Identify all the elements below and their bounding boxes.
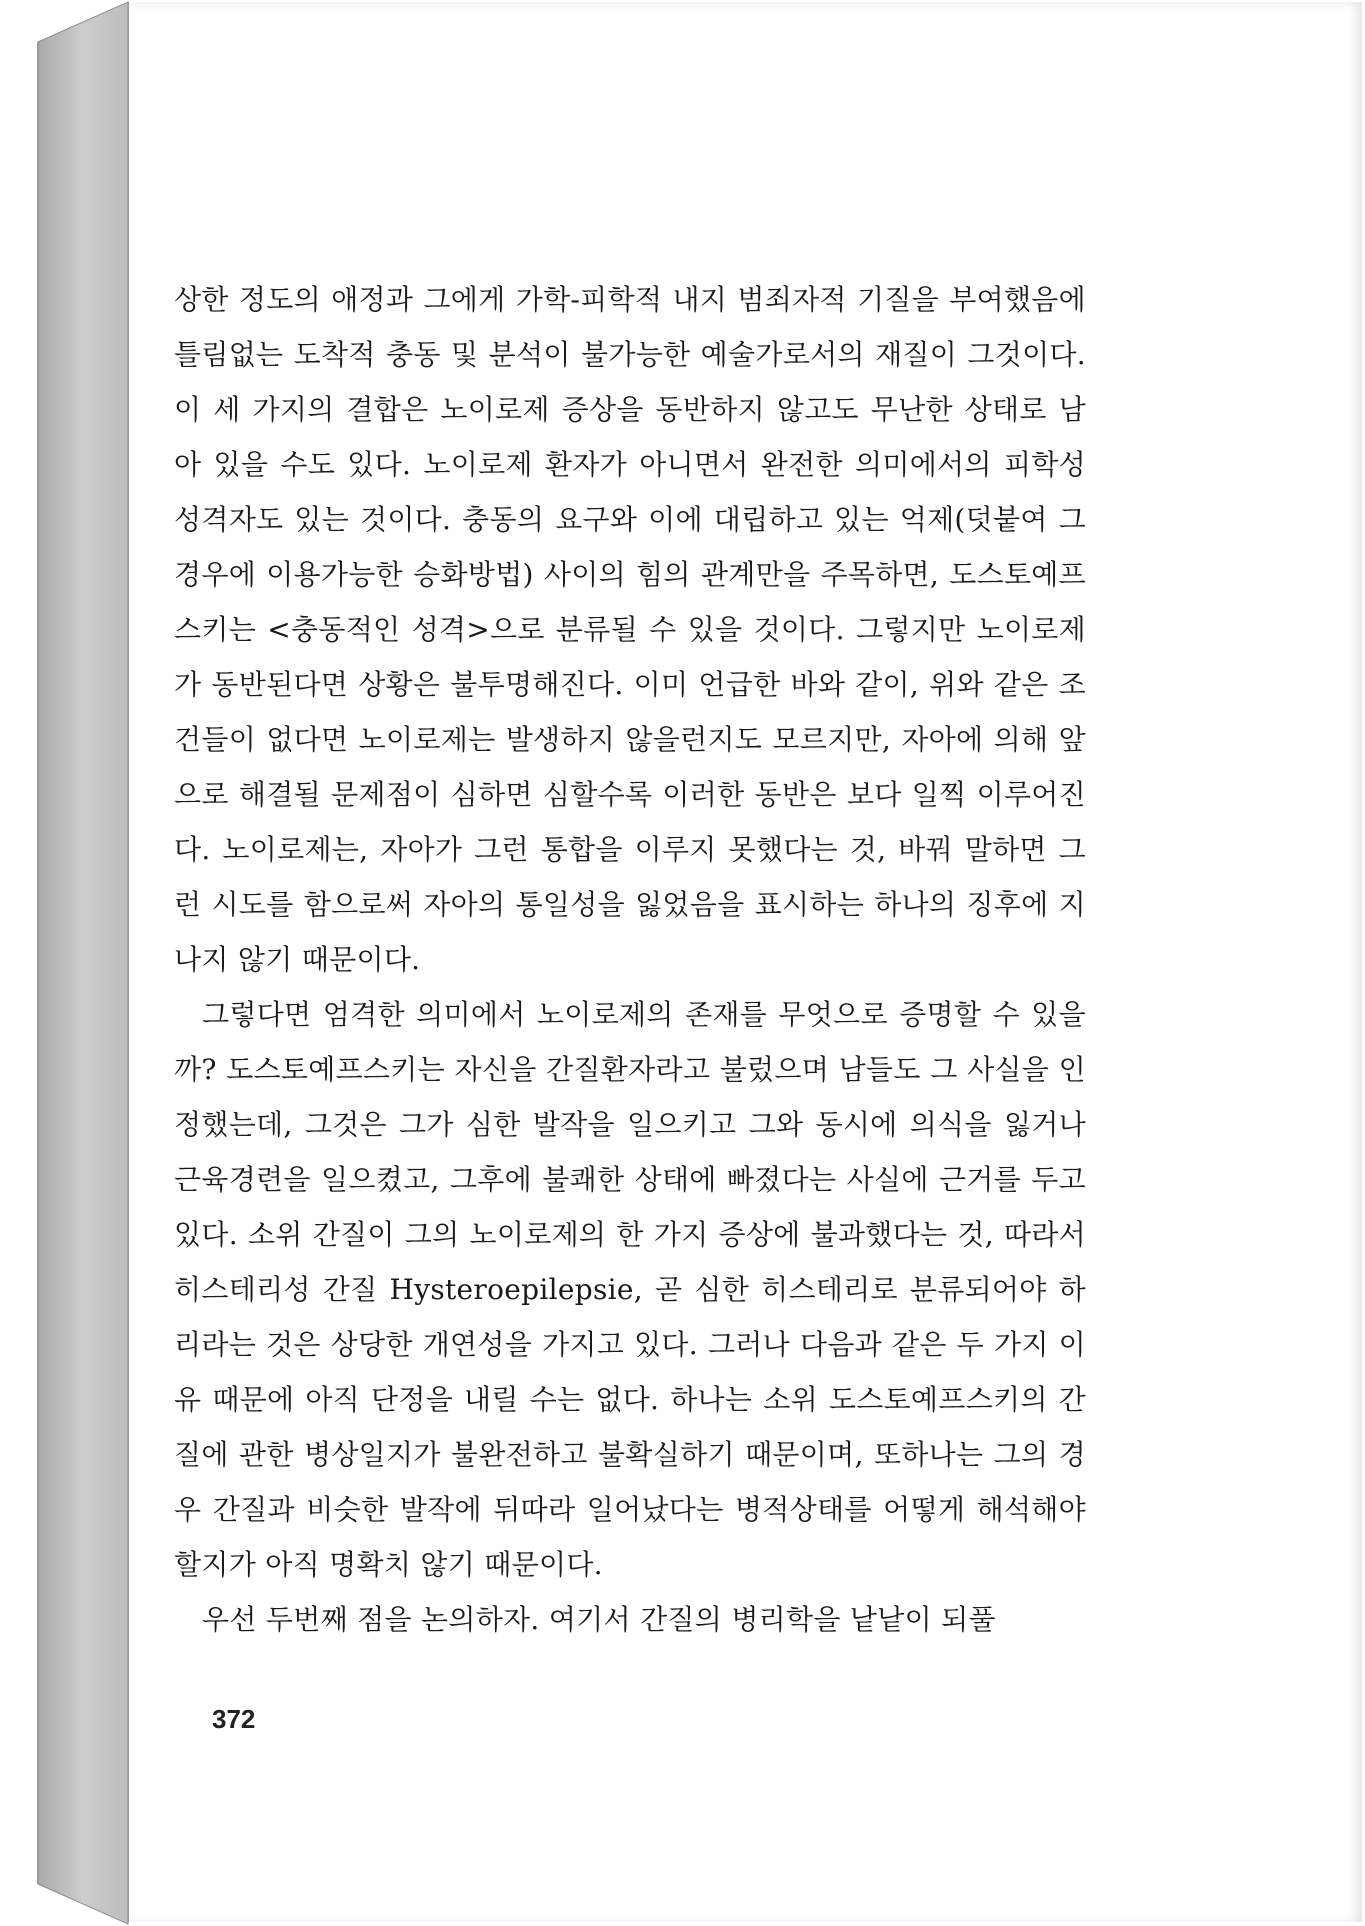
paragraph-3: 우선 두번째 점을 논의하자. 여기서 간질의 병리학을 낱낱이 되풀 [202,1603,996,1636]
paragraph-2: 그렇다면 엄격한 의미에서 노이로제의 존재를 무엇으로 증명할 수 있을까? 도스토예프스키는 자신을 간질환자라고 불렀으며 남들도 그 사실을 인정했는데, 그것은 그가 심한 발작을 일으키고 그와 동시에 의식을 잃거나 근육경련을 일으켰고, 그후에 불쾌한 상태에 빠졌다는 사실에 근거를 두고 있다. 소위 간질이 그의 노이로제의 한 가지 증상에 불과했다는 것, 따라서 히스테리성 간질 Hysteroepilepsie, 곧 심한 히스테리로 분류되어야 하리라는 것은 상당한 개연성을 가지고 있다. 그러나 다음과 같은 두 가지 이유 때문에 아직 단정을 내릴 수는 없다. 하나는 소위 도스토예프스키의 간질에 관한 병상일지가 불완전하고 불확실하기 때문이며, 또하나는 그의 경우 간질과 비슷한 발작에 뒤따라 일어났다는 병적상태를 어떻게 해석해야 할지가 아직 명확치 않기 때문이다. [174,998,1086,1581]
page-body-text [174,272,1086,1647]
paragraph-1: 상한 정도의 애정과 그에게 가학-피학적 내지 범죄자적 기질을 부여했음에 틀림없는 도착적 충동 및 분석이 불가능한 예술가로서의 재질이 그것이다. 이 세 가지의 결합은 노이로제 증상을 동반하지 않고도 무난한 상태로 남아 있을 수도 있다. 노이로제 환자가 아니면서 완전한 의미에서의 피학성 성격자도 있는 것이다. 충동의 요구와 이에 대립하고 있는 억제(덧붙여 그 경우에 이용가능한 승화방법) 사이의 힘의 관계만을 주목하면, 도스토예프스키는 <충동적인 성격>으로 분류될 수 있을 것이다. 그렇지만 노이로제가 동반된다면 상황은 불투명해진다. 이미 언급한 바와 같이, 위와 같은 조건들이 없다면 노이로제는 발생하지 않을런지도 모르지만, 자아에 의해 앞으로 해결될 문제점이 심하면 심할수록 이러한 동반은 보다 일찍 이루어진다. 노이로제는, 자아가 그런 통합을 이루지 못했다는 것, 바꿔 말하면 그런 시도를 함으로써 자아의 통일성을 잃었음을 표시하는 하나의 징후에 지나지 않기 때문이다. [174,283,1086,976]
page-number: 372 [212,1704,256,1734]
